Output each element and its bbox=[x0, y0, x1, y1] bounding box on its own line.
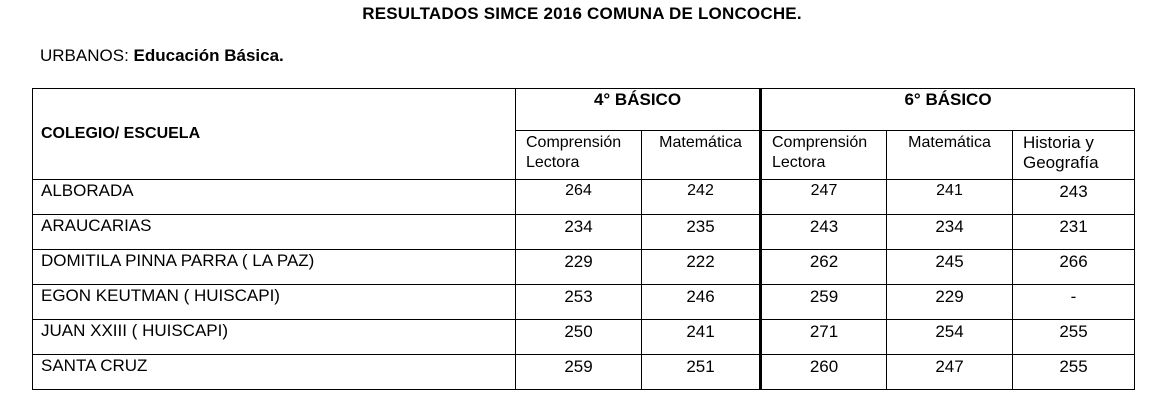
score-6-historia: - bbox=[1013, 285, 1135, 320]
score-6-historia: 255 bbox=[1013, 355, 1135, 390]
score-4-matematica: 241 bbox=[642, 320, 761, 355]
subheader-text: Lectora bbox=[772, 154, 826, 171]
school-column-header: COLEGIO/ ESCUELA bbox=[33, 89, 516, 180]
score-4-comprension: 259 bbox=[516, 355, 642, 390]
subheader-4-matematica: Matemática bbox=[642, 131, 761, 180]
group-header-6-basico: 6° BÁSICO bbox=[761, 89, 1135, 131]
score-6-matematica: 229 bbox=[887, 285, 1013, 320]
score-6-comprension: 259 bbox=[761, 285, 887, 320]
score-4-matematica: 242 bbox=[642, 180, 761, 215]
table-row bbox=[33, 180, 1135, 215]
score-4-comprension: 253 bbox=[516, 285, 642, 320]
score-4-comprension: 264 bbox=[516, 180, 642, 215]
score-4-matematica: 235 bbox=[642, 215, 761, 250]
score-6-matematica: 245 bbox=[887, 250, 1013, 285]
score-6-comprension: 243 bbox=[761, 215, 887, 250]
school-name: ARAUCARIAS bbox=[33, 215, 516, 250]
score-4-comprension: 229 bbox=[516, 250, 642, 285]
school-name: EGON KEUTMAN ( HUISCAPI) bbox=[33, 285, 516, 320]
table-row bbox=[33, 355, 1135, 390]
subheader-6-historia bbox=[1013, 131, 1135, 180]
school-name: SANTA CRUZ bbox=[33, 355, 516, 390]
table-row bbox=[33, 285, 1135, 320]
score-6-comprension: 247 bbox=[761, 180, 887, 215]
table-row bbox=[33, 215, 1135, 250]
group-header-4-basico: 4° BÁSICO bbox=[516, 89, 761, 131]
subheader-6-matematica: Matemática bbox=[887, 131, 1013, 180]
score-4-comprension: 250 bbox=[516, 320, 642, 355]
subtitle-prefix: URBANOS: bbox=[40, 46, 134, 65]
score-4-matematica: 251 bbox=[642, 355, 761, 390]
score-4-matematica: 246 bbox=[642, 285, 761, 320]
table-row bbox=[33, 320, 1135, 355]
subheader-text: Comprensión bbox=[526, 134, 622, 151]
school-name: DOMITILA PINNA PARRA ( LA PAZ) bbox=[33, 250, 516, 285]
subtitle bbox=[40, 46, 284, 66]
score-6-comprension: 262 bbox=[761, 250, 887, 285]
subheader-text: Comprensión bbox=[772, 134, 868, 151]
table-row bbox=[33, 250, 1135, 285]
subheader-text: Geografía bbox=[1023, 153, 1099, 172]
results-table bbox=[32, 88, 1135, 390]
school-name: JUAN XXIII ( HUISCAPI) bbox=[33, 320, 516, 355]
score-6-matematica: 241 bbox=[887, 180, 1013, 215]
score-6-historia: 266 bbox=[1013, 250, 1135, 285]
subheader-text: Lectora bbox=[526, 154, 580, 171]
school-name: ALBORADA bbox=[33, 180, 516, 215]
score-4-comprension: 234 bbox=[516, 215, 642, 250]
subtitle-bold: Educación Básica. bbox=[133, 46, 284, 65]
score-6-matematica: 254 bbox=[887, 320, 1013, 355]
score-6-historia: 255 bbox=[1013, 320, 1135, 355]
score-6-matematica: 234 bbox=[887, 215, 1013, 250]
score-6-comprension: 271 bbox=[761, 320, 887, 355]
subheader-text: Historia y bbox=[1023, 133, 1094, 152]
table-body bbox=[33, 180, 1135, 390]
score-6-historia: 243 bbox=[1013, 180, 1135, 215]
score-4-matematica: 222 bbox=[642, 250, 761, 285]
score-6-matematica: 247 bbox=[887, 355, 1013, 390]
score-6-historia: 231 bbox=[1013, 215, 1135, 250]
subheader-4-comprension bbox=[516, 131, 642, 180]
subheader-6-comprension bbox=[761, 131, 887, 180]
score-6-comprension: 260 bbox=[761, 355, 887, 390]
page-title: RESULTADOS SIMCE 2016 COMUNA DE LONCOCHE. bbox=[362, 4, 802, 23]
